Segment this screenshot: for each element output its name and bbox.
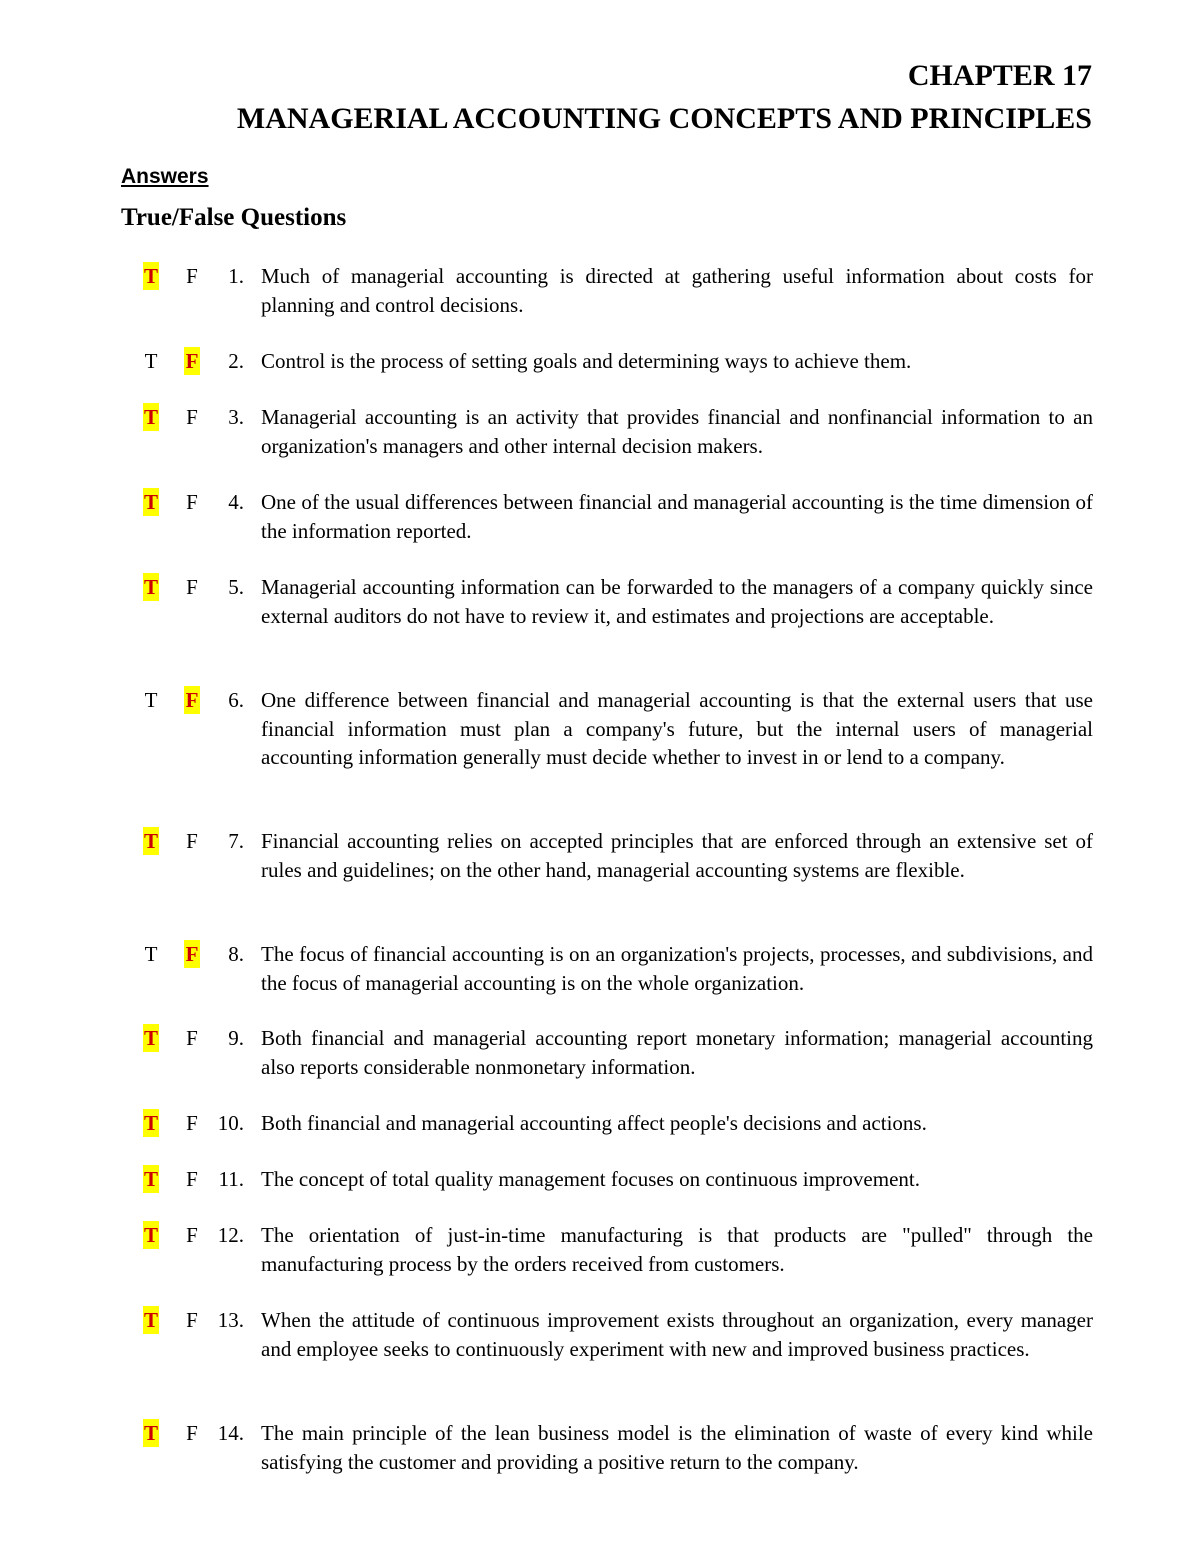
question-number: 13. [217,1308,244,1332]
answers-label: Answers [121,165,209,188]
question-text: Much of managerial accounting is directed at gathering useful information about costs for planning and control decisions. [261,264,1093,317]
question-text: Both financial and managerial accounting report monetary information; managerial accounting also reports considerable nonmonetary information. [261,1026,1093,1079]
question-number: 10. [217,1111,244,1135]
question-number: 4. [228,490,244,514]
false-mark: F [186,405,198,429]
false-mark: F [186,1421,198,1445]
question-number: 3. [228,405,244,429]
true-mark-selected: T [143,1223,158,1247]
false-mark: F [186,1026,198,1050]
chapter-title: MANAGERIAL ACCOUNTING CONCEPTS AND PRINCIPLES [236,102,1092,135]
false-mark: F [186,1167,198,1191]
question-number: 1. [228,264,244,288]
false-mark: F [186,1308,198,1332]
question-number: 2. [228,349,244,373]
true-mark-selected: T [143,405,158,429]
true-mark-selected: T [143,1167,158,1191]
true-mark-selected: T [143,1111,158,1135]
question-number: 5. [228,575,244,599]
question-number: 12. [217,1223,244,1247]
question-text: Financial accounting relies on accepted principles that are enforced through an extensive set of rules and guidelines; on the other hand, managerial accounting systems are flexible. [261,829,1093,882]
question-number: 8. [228,942,244,966]
true-mark-selected: T [143,829,158,853]
true-mark-selected: T [143,1421,158,1445]
question-number: 9. [228,1026,244,1050]
false-mark-selected: F [185,942,199,966]
question-text: Control is the process of setting goals and determining ways to achieve them. [261,349,912,373]
false-mark: F [186,829,198,853]
question-text: The main principle of the lean business model is the elimination of waste of every kind while satisfying the customer and providing a positive return to the company. [261,1421,1093,1474]
question-text: When the attitude of continuous improvement exists throughout an organization, every manager and employee seeks to continuously experiment with new and improved business practices. [261,1308,1093,1361]
question-number: 11. [218,1167,244,1191]
question-text: One difference between financial and managerial accounting is that the external users that use financial information must plan a company's future, but the internal users of managerial accounting information generally must decide whether to invest in or lend to a company. [261,688,1093,769]
false-mark: F [186,264,198,288]
question-text: Managerial accounting is an activity that provides financial and nonfinancial information to an organization's managers and other internal decision makers. [261,405,1093,458]
true-mark: T [144,942,158,966]
question-text: Both financial and managerial accounting affect people's decisions and actions. [261,1111,927,1135]
true-mark-selected: T [143,1026,158,1050]
question-text: The orientation of just-in-time manufacturing is that products are "pulled" through the manufacturing process by the orders received from customers. [261,1223,1093,1276]
true-mark: T [144,349,158,373]
false-mark: F [186,490,198,514]
false-mark: F [186,1111,198,1135]
chapter-heading: CHAPTER 17 [907,59,1092,92]
true-mark-selected: T [143,264,158,288]
question-text: Managerial accounting information can be forwarded to the managers of a company quickly since external auditors do not have to review it, and estimates and projections are acceptable. [261,575,1093,628]
section-heading: True/False Questions [121,204,347,231]
false-mark: F [186,575,198,599]
question-text: The focus of financial accounting is on an organization's projects, processes, and subdivisions, and the focus of managerial accounting is on the whole organization. [261,942,1093,995]
true-mark-selected: T [143,1308,158,1332]
question-text: One of the usual differences between financial and managerial accounting is the time dimension of the information reported. [261,490,1093,543]
false-mark: F [186,1223,198,1247]
false-mark-selected: F [185,688,199,712]
question-number: 6. [228,688,244,712]
true-mark-selected: T [143,575,158,599]
true-mark: T [144,688,158,712]
question-number: 14. [217,1421,244,1445]
question-text: The concept of total quality management focuses on continuous improvement. [261,1167,920,1191]
question-number: 7. [228,829,244,853]
false-mark-selected: F [185,349,199,373]
true-mark-selected: T [143,490,158,514]
